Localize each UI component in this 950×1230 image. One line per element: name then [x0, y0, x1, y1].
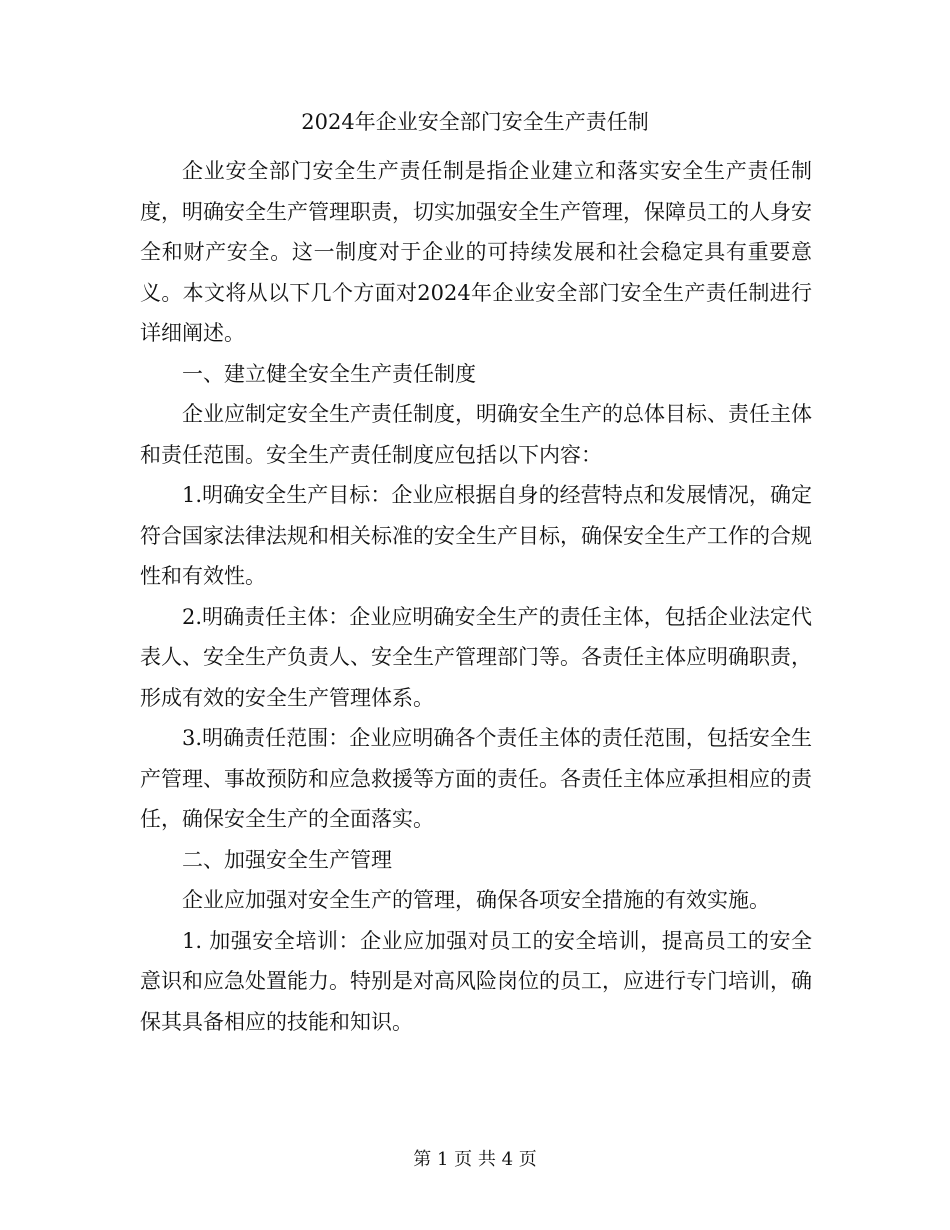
section-heading-2: 二、加强安全生产管理 — [182, 847, 392, 872]
section-2-intro: 企业应加强对安全生产的管理，确保各项安全措施的有效实施。 — [182, 888, 770, 912]
section-1-intro: 企业应制定安全生产责任制度，明确安全生产的总体目标、责任主体和责任范围。安全生产责任制度应包括以下内容： — [140, 402, 812, 467]
page-number-footer: 第 1 页 共 4 页 — [413, 1149, 537, 1170]
document-title: 2024年企业安全部门安全生产责任制 — [301, 110, 649, 134]
intro-paragraph: 企业安全部门安全生产责任制是指企业建立和落实安全生产责任制度，明确安全生产管理职责，切实加强安全生产管理，保障员工的人身安全和财产安全。这一制度对于企业的可持续发展和社会稳定具有重要意义。本文将从以下几个方面对2024年企业安全部门安全生产责任制进行详细阐述。 — [140, 159, 812, 345]
section-1-item-2: 2.明确责任主体：企业应明确安全生产的责任主体，包括企业法定代表人、安全生产负责人、安全生产管理部门等。各责任主体应明确职责，形成有效的安全生产管理体系。 — [140, 604, 812, 710]
section-1-item-3: 3.明确责任范围：企业应明确各个责任主体的责任范围，包括安全生产管理、事故预防和应急救援等方面的责任。各责任主体应承担相应的责任，确保安全生产的全面落实。 — [140, 726, 812, 831]
section-heading-1: 一、建立健全安全生产责任制度 — [182, 361, 476, 386]
section-2-item-1: 1. 加强安全培训：企业应加强对员工的安全培训，提高员工的安全意识和应急处置能力。特别是对高风险岗位的员工，应进行专门培训，确保其具备相应的技能和知识。 — [140, 928, 812, 1034]
section-1-item-1: 1.明确安全生产目标：企业应根据自身的经营特点和发展情况，确定符合国家法律法规和相关标准的安全生产目标，确保安全生产工作的合规性和有效性。 — [140, 483, 812, 588]
document-body — [140, 151, 812, 1042]
